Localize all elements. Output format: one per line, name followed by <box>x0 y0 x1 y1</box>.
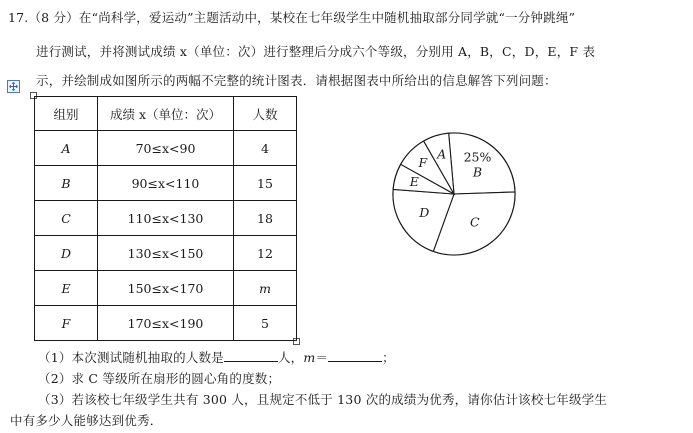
cell-count: 12 <box>234 236 297 271</box>
cell-range: 70≤x<90 <box>98 131 234 166</box>
cell-range: 90≤x<110 <box>98 166 234 201</box>
cell-group: B <box>35 166 98 201</box>
header-group: 组别 <box>35 97 98 131</box>
pie-label-d: D <box>419 205 430 221</box>
cell-group: E <box>35 271 98 306</box>
problem-line-2: 进行测试，并将测试成绩 x（单位：次）进行整理后分成六个等级，分别用 A，B，C，D，E，F 表 <box>36 44 596 59</box>
cell-range: 110≤x<130 <box>98 201 234 236</box>
pie-label-f: F <box>418 155 428 171</box>
question-3-line-1: （3）若该校七年级学生共有 300 人，且规定不低于 130 次的成绩为优秀，请你估计该校七年级学生 <box>38 392 608 407</box>
cell-group: D <box>35 236 98 271</box>
pie-label-b: B <box>472 164 483 180</box>
question-3-line-2: 中有多少人能够达到优秀． <box>10 413 163 428</box>
problem-line-1: 17.（8 分）在“尚科学，爱运动”主题活动中，某校在七年级学生中随机抽取部分同学就“一分钟跳绳” <box>8 10 576 25</box>
question-2: （2）求 C 等级所在扇形的圆心角的度数； <box>38 371 281 386</box>
grades-table <box>34 96 297 341</box>
cell-range: 130≤x<150 <box>98 236 234 271</box>
cell-count: 15 <box>234 166 297 201</box>
table-row <box>35 201 297 236</box>
question-1-suffix: ； <box>382 350 395 365</box>
pie-label-c: C <box>470 214 480 230</box>
question-1-eq: ＝ <box>315 350 329 365</box>
cell-group: A <box>35 131 98 166</box>
table-row <box>35 131 297 166</box>
answer-blank-m[interactable] <box>328 349 382 362</box>
table-row <box>35 236 297 271</box>
question-1-prefix: （1）本次测试随机抽取的人数是 <box>38 350 224 365</box>
question-1-var: m <box>303 350 316 365</box>
cell-count: 4 <box>234 131 297 166</box>
table-row <box>35 271 297 306</box>
header-score: 成绩 x（单位：次） <box>98 97 234 131</box>
pie-label-a: A <box>437 146 447 162</box>
plus-icon[interactable] <box>7 80 20 93</box>
cell-range: 170≤x<190 <box>98 306 234 341</box>
problem-line-3: 示，并绘制成如图所示的两幅不完整的统计图表．请根据图表中所给出的信息解答下列问题： <box>36 73 557 88</box>
table-header-row <box>35 97 297 131</box>
table-row <box>35 306 297 341</box>
pie-chart <box>388 128 520 260</box>
answer-blank-total[interactable] <box>224 349 278 362</box>
table-row <box>35 166 297 201</box>
cell-range: 150≤x<170 <box>98 271 234 306</box>
pie-label-e: E <box>409 174 419 190</box>
cell-group: F <box>35 306 98 341</box>
cell-group: C <box>35 201 98 236</box>
cell-count: m <box>234 271 297 306</box>
cell-count: 18 <box>234 201 297 236</box>
header-count: 人数 <box>234 97 297 131</box>
pie-percent-b: 25% <box>463 149 492 165</box>
cell-count: 5 <box>234 306 297 341</box>
question-1-mid: 人， <box>277 350 304 365</box>
question-1 <box>38 348 395 366</box>
